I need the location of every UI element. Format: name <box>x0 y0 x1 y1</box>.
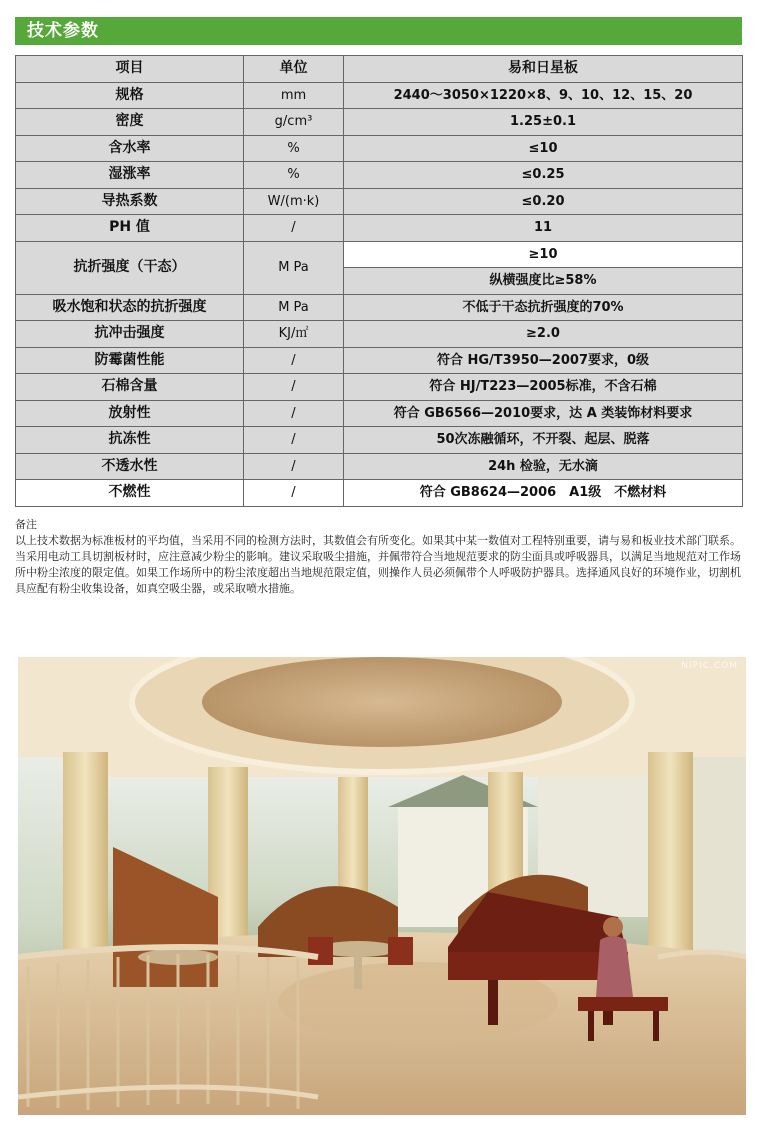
row-value: ≤0.20 <box>344 188 743 215</box>
header-item: 项目 <box>16 56 244 83</box>
table-row <box>16 453 743 480</box>
row-unit: M Pa <box>244 241 344 294</box>
row-value: ≥10 <box>344 241 743 268</box>
table-row <box>16 82 743 109</box>
table-row <box>16 347 743 374</box>
table-row <box>16 188 743 215</box>
row-value: 符合 HG/T3950—2007要求，0级 <box>344 347 743 374</box>
row-value: 符合 HJ/T223—2005标准，不含石棉 <box>344 374 743 401</box>
table-row <box>16 241 743 268</box>
interior-photo <box>18 657 746 1115</box>
row-item: 抗冲击强度 <box>16 321 244 348</box>
row-item: 不透水性 <box>16 453 244 480</box>
row-item: PH 值 <box>16 215 244 242</box>
row-unit: W/(m·k) <box>244 188 344 215</box>
row-unit: / <box>244 480 344 507</box>
table-row <box>16 400 743 427</box>
table-row <box>16 215 743 242</box>
row-unit: % <box>244 162 344 189</box>
row-unit: / <box>244 427 344 454</box>
row-unit: mm <box>244 82 344 109</box>
row-unit: / <box>244 453 344 480</box>
row-item: 石棉含量 <box>16 374 244 401</box>
row-item: 吸水饱和状态的抗折强度 <box>16 294 244 321</box>
row-item: 抗折强度（干态） <box>16 241 244 294</box>
row-unit: g/cm³ <box>244 109 344 136</box>
row-unit: / <box>244 400 344 427</box>
table-row <box>16 427 743 454</box>
row-item: 抗冻性 <box>16 427 244 454</box>
table-row <box>16 480 743 507</box>
row-unit: / <box>244 215 344 242</box>
row-item: 导热系数 <box>16 188 244 215</box>
row-item: 含水率 <box>16 135 244 162</box>
photo-illustration <box>18 657 746 1115</box>
row-value: 不低于干态抗折强度的70% <box>344 294 743 321</box>
row-item: 放射性 <box>16 400 244 427</box>
row-value: ≤10 <box>344 135 743 162</box>
row-unit: KJ/㎡ <box>244 321 344 348</box>
photo-watermark: NIPIC.COM <box>681 661 738 671</box>
row-value: 符合 GB6566—2010要求，达 A 类装饰材料要求 <box>344 400 743 427</box>
notes-paragraph: 当采用电动工具切割板材时，应注意减少粉尘的影响。建议采取吸尘措施，并佩带符合当地规范要求的防尘面具或呼吸器具，以满足当地规范对工作场所中粉尘浓度的限定值。如果工作场所中的粉尘浓度超出当地规范限定值，则操作人员必须佩带个人呼吸防护器具。选择通风良好的环境作业，切割机具应配有粉尘收集设备，如真空吸尘器，或采取喷水措施。 <box>15 550 741 595</box>
row-unit: / <box>244 347 344 374</box>
row-item: 湿涨率 <box>16 162 244 189</box>
row-value: 2440～3050×1220×8、9、10、12、15、20 <box>344 82 743 109</box>
table-row <box>16 374 743 401</box>
header-unit: 单位 <box>244 56 344 83</box>
spec-table <box>15 55 743 507</box>
notes-paragraph: 以上技术数据为标准板材的平均值，当采用不同的检测方法时，其数值会有所变化。如果其中某一数值对工程特别重要，请与易和板业技术部门联系。 <box>15 534 741 547</box>
row-value: 11 <box>344 215 743 242</box>
table-row <box>16 294 743 321</box>
row-value: 50次冻融循环，不开裂、起层、脱落 <box>344 427 743 454</box>
row-unit: M Pa <box>244 294 344 321</box>
table-row <box>16 162 743 189</box>
row-unit: / <box>244 374 344 401</box>
notes-title: 备注 <box>15 518 37 531</box>
table-row <box>16 135 743 162</box>
row-item: 规格 <box>16 82 244 109</box>
notes-section <box>15 517 747 597</box>
row-value: 24h 检验，无水滴 <box>344 453 743 480</box>
row-unit: % <box>244 135 344 162</box>
row-value: ≥2.0 <box>344 321 743 348</box>
row-item: 不燃性 <box>16 480 244 507</box>
header-value: 易和日星板 <box>344 56 743 83</box>
row-item: 密度 <box>16 109 244 136</box>
table-header-row <box>16 56 743 83</box>
row-value: ≤0.25 <box>344 162 743 189</box>
row-value-secondary: 纵横强度比≥58% <box>344 268 743 295</box>
row-value: 符合 GB8624—2006 A1级 不燃材料 <box>344 480 743 507</box>
section-title: 技术参数 <box>15 17 742 45</box>
table-row <box>16 109 743 136</box>
table-row <box>16 321 743 348</box>
row-value: 1.25±0.1 <box>344 109 743 136</box>
row-item: 防霉菌性能 <box>16 347 244 374</box>
